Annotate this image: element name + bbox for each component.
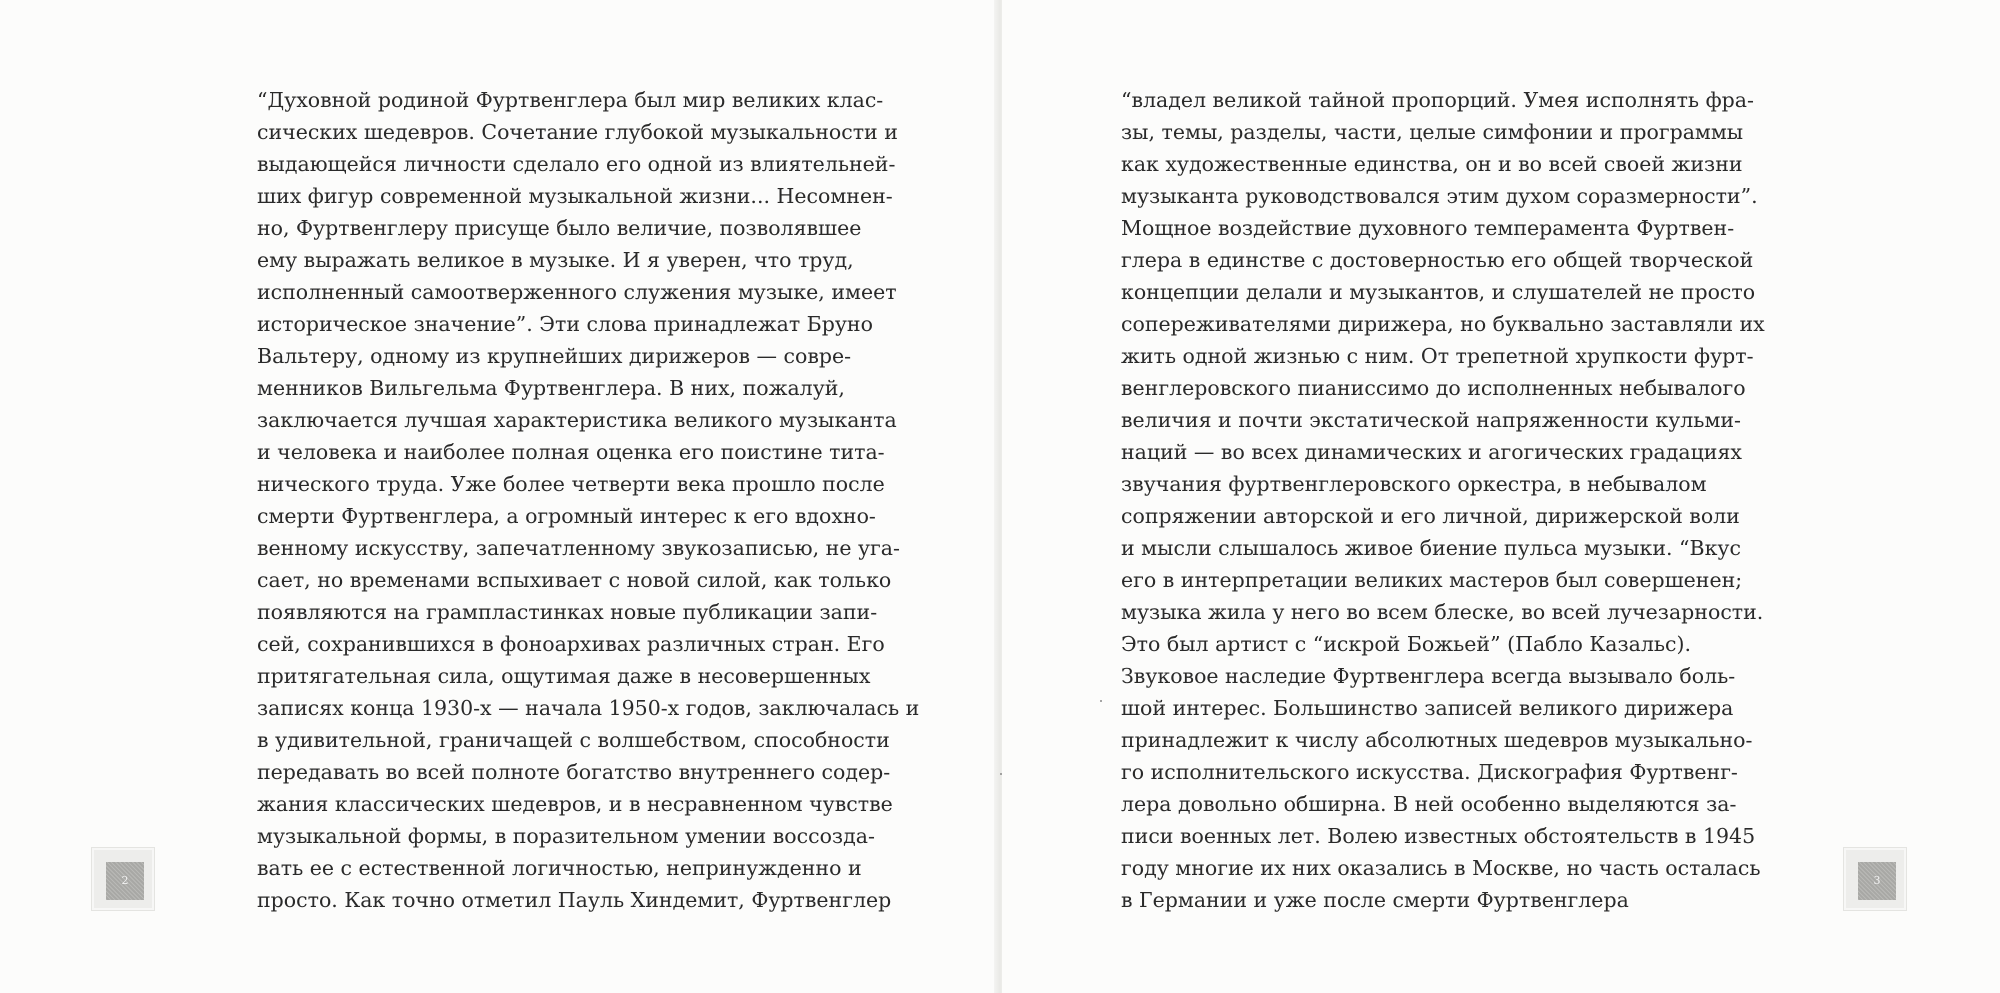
right-page-number-badge <box>1844 848 1906 910</box>
left-page <box>0 0 998 993</box>
text-line: музыка жила у него во всем блеске, во всей лучезарности. <box>1121 600 1764 624</box>
speck-mark <box>1000 773 1002 775</box>
text-line: сей, сохранившихся в фоноархивах различных стран. Его <box>257 632 885 656</box>
text-line: концепции делали и музыкантов, и слушателей не просто <box>1121 280 1756 304</box>
text-line: нического труда. Уже более четверти века прошло после <box>257 472 885 496</box>
text-line: появляются на грампластинках новые публикации запи- <box>257 600 878 624</box>
text-line: как художественные единства, он и во всей своей жизни <box>1121 152 1743 176</box>
text-line: принадлежит к числу абсолютных шедевров музыкально- <box>1121 728 1753 752</box>
text-line: сает, но временами вспыхивает с новой силой, как только <box>257 568 892 592</box>
text-line: лера довольно обширна. В ней особенно выделяются за- <box>1121 792 1737 816</box>
text-line: и человека и наиболее полная оценка его поистине тита- <box>257 440 885 464</box>
text-line: жить одной жизнью с ним. От трепетной хрупкости фурт- <box>1121 344 1754 368</box>
speck-mark <box>1100 700 1102 702</box>
text-line: писи военных лет. Волею известных обстоятельств в 1945 <box>1121 824 1756 848</box>
text-line: вать ее с естественной логичностью, непринужденно и <box>257 856 862 880</box>
text-line: сопереживателями дирижера, но буквально заставляли их <box>1121 312 1765 336</box>
text-line: венному искусству, запечатленному звукозаписью, не уга- <box>257 536 900 560</box>
text-line: звучания фуртвенглеровского оркестра, в небывалом <box>1121 472 1707 496</box>
left-page-number-badge <box>92 848 154 910</box>
text-line: году многие их них оказались в Москве, но часть осталась <box>1121 856 1761 880</box>
text-line: исполненный самоотверженного служения музыке, имеет <box>257 280 897 304</box>
text-line: заключается лучшая характеристика великого музыканта <box>257 408 897 432</box>
text-line: “владел великой тайной пропорций. Умея исполнять фра- <box>1121 88 1754 112</box>
text-line: жания классических шедевров, и в несравненном чувстве <box>257 792 893 816</box>
text-line: сических шедевров. Сочетание глубокой музыкальности и <box>257 120 898 144</box>
text-line: зы, темы, разделы, части, целые симфонии и программы <box>1121 120 1744 144</box>
text-line: Вальтеру, одному из крупнейших дирижеров — совре- <box>257 344 852 368</box>
text-line: просто. Как точно отметил Пауль Хиндемит, Фуртвенглер <box>257 888 892 912</box>
right-page-body <box>1121 84 1765 916</box>
text-line: ших фигур современной музыкальной жизни... Несомнен- <box>257 184 893 208</box>
text-line: притягательная сила, ощутимая даже в несовершенных <box>257 664 871 688</box>
text-line: Мощное воздействие духовного темперамента Фуртвен- <box>1121 216 1735 240</box>
text-line: выдающейся личности сделало его одной из влиятельней- <box>257 152 896 176</box>
text-line: смерти Фуртвенглера, а огромный интерес к его вдохно- <box>257 504 876 528</box>
text-line: “Духовной родиной Фуртвенглера был мир великих клас- <box>257 88 884 112</box>
text-line: музыкальной формы, в поразительном умении воссозда- <box>257 824 875 848</box>
right-page <box>1002 0 2000 993</box>
text-line: менников Вильгельма Фуртвенглера. В них, пожалуй, <box>257 376 845 400</box>
text-line: глера в единстве с достоверностью его общей творческой <box>1121 248 1754 272</box>
text-line: шой интерес. Большинство записей великого дирижера <box>1121 696 1734 720</box>
right-page-number: 3 <box>1858 862 1896 900</box>
text-line: го исполнительского искусства. Дискография Фуртвенг- <box>1121 760 1738 784</box>
text-line: и мысли слышалось живое биение пульса музыки. “Вкус <box>1121 536 1741 560</box>
text-line: Звуковое наследие Фуртвенглера всегда вызывало боль- <box>1121 664 1736 688</box>
text-line: но, Фуртвенглеру присуще было величие, позволявшее <box>257 216 862 240</box>
text-line: величия и почти экстатической напряженности кульми- <box>1121 408 1741 432</box>
left-page-number: 2 <box>106 862 144 900</box>
text-line: Это был артист с “искрой Божьей” (Пабло Казальс). <box>1121 632 1692 656</box>
text-line: историческое значение”. Эти слова принадлежат Бруно <box>257 312 873 336</box>
text-line: музыканта руководствовался этим духом соразмерности”. <box>1121 184 1758 208</box>
text-line: сопряжении авторской и его личной, дирижерской воли <box>1121 504 1740 528</box>
text-line: наций — во всех динамических и агогических градациях <box>1121 440 1742 464</box>
text-line: его в интерпретации великих мастеров был совершенен; <box>1121 568 1743 592</box>
left-page-body <box>257 84 919 916</box>
text-line: записях конца 1930-х — начала 1950-х годов, заключалась и <box>257 696 920 720</box>
text-line: венглеровского пианиссимо до исполненных небывалого <box>1121 376 1746 400</box>
text-line: ему выражать великое в музыке. И я уверен, что труд, <box>257 248 854 272</box>
text-line: в Германии и уже после смерти Фуртвенглера <box>1121 888 1629 912</box>
text-line: передавать во всей полноте богатство внутреннего содер- <box>257 760 891 784</box>
text-line: в удивительной, граничащей с волшебством, способности <box>257 728 890 752</box>
